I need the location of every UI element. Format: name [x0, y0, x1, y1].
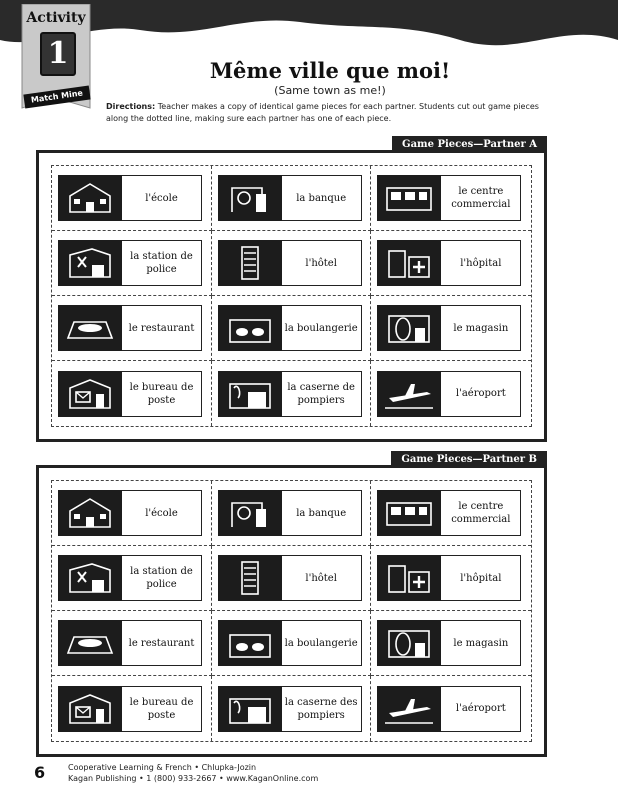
partner-a-grid	[51, 165, 532, 427]
game-piece-label: la station de police	[122, 240, 202, 286]
partner-b-label: Game Pieces—Partner B	[391, 451, 547, 468]
match-mine-label: Match Mine	[23, 85, 90, 108]
game-piece	[371, 611, 531, 676]
game-piece	[52, 481, 212, 546]
game-piece-label: la banque	[282, 490, 362, 536]
game-piece	[212, 676, 372, 741]
game-piece	[52, 546, 212, 611]
school-icon	[58, 175, 122, 221]
game-piece	[212, 296, 372, 361]
directions-label: Directions:	[106, 102, 156, 111]
game-piece	[212, 481, 372, 546]
game-piece-label: l'école	[122, 490, 202, 536]
game-piece	[52, 231, 212, 296]
mall-icon	[377, 490, 441, 536]
post-office-icon	[58, 686, 122, 732]
game-piece	[212, 546, 372, 611]
game-piece-label: l'hôpital	[441, 555, 521, 601]
game-piece-label: le bureau de poste	[122, 686, 202, 732]
school-icon	[58, 490, 122, 536]
game-piece	[371, 231, 531, 296]
game-piece-label: le restaurant	[122, 305, 202, 351]
game-piece	[52, 611, 212, 676]
partner-b-panel	[36, 454, 547, 757]
airport-icon	[377, 371, 441, 417]
page-subtitle: (Same town as me!)	[274, 84, 386, 97]
game-piece	[371, 166, 531, 231]
activity-label: Activity	[26, 10, 86, 26]
game-piece-label: le magasin	[441, 620, 521, 666]
game-piece	[371, 296, 531, 361]
page-number: 6	[34, 763, 46, 782]
partner-a-label: Game Pieces—Partner A	[392, 136, 547, 153]
game-piece-label: la station de police	[122, 555, 202, 601]
game-piece-label: l'hôpital	[441, 240, 521, 286]
activity-badge	[18, 4, 94, 116]
police-station-icon	[58, 240, 122, 286]
hospital-icon	[377, 555, 441, 601]
game-piece	[371, 546, 531, 611]
store-icon	[377, 305, 441, 351]
game-piece-label: le centre commercial	[441, 490, 521, 536]
game-piece-label: l'école	[122, 175, 202, 221]
game-piece	[212, 166, 372, 231]
game-piece	[371, 481, 531, 546]
game-piece-label: l'aéroport	[441, 371, 521, 417]
game-piece-label: le magasin	[441, 305, 521, 351]
hotel-icon	[218, 555, 282, 601]
partner-b-grid	[51, 480, 532, 742]
mall-icon	[377, 175, 441, 221]
store-icon	[377, 620, 441, 666]
game-piece-label: l'hôtel	[282, 555, 362, 601]
game-piece	[212, 611, 372, 676]
game-piece-label: la boulangerie	[282, 305, 362, 351]
game-piece	[212, 231, 372, 296]
restaurant-icon	[58, 620, 122, 666]
game-piece	[212, 361, 372, 426]
partner-a-panel	[36, 139, 547, 442]
footer-publisher: Kagan Publishing • 1 (800) 933-2667 • www.KaganOnline.com	[68, 774, 319, 783]
game-piece-label: l'aéroport	[441, 686, 521, 732]
police-station-icon	[58, 555, 122, 601]
fire-station-icon	[218, 371, 282, 417]
game-piece	[52, 361, 212, 426]
bank-icon	[218, 175, 282, 221]
activity-number: 1	[40, 32, 76, 76]
airport-icon	[377, 686, 441, 732]
hospital-icon	[377, 240, 441, 286]
bakery-icon	[218, 620, 282, 666]
game-piece-label: la boulangerie	[282, 620, 362, 666]
game-piece-label: la banque	[282, 175, 362, 221]
post-office-icon	[58, 371, 122, 417]
game-piece-label: la caserne des pompiers	[282, 686, 362, 732]
game-piece	[52, 166, 212, 231]
directions	[106, 101, 550, 125]
game-piece-label: le centre commercial	[441, 175, 521, 221]
game-piece	[52, 676, 212, 741]
game-piece	[371, 676, 531, 741]
game-piece-label: la caserne de pompiers	[282, 371, 362, 417]
game-piece-label: l'hôtel	[282, 240, 362, 286]
page-title: Même ville que moi!	[209, 58, 451, 83]
game-piece	[52, 296, 212, 361]
game-piece	[371, 361, 531, 426]
bakery-icon	[218, 305, 282, 351]
footer-credit: Cooperative Learning & French • Chlupka-Jozin	[68, 763, 257, 772]
game-piece-label: le restaurant	[122, 620, 202, 666]
hotel-icon	[218, 240, 282, 286]
fire-station-icon	[218, 686, 282, 732]
restaurant-icon	[58, 305, 122, 351]
directions-text: Teacher makes a copy of identical game pieces for each partner. Students cut out game pieces along the dotted line, making sure each partner has one of each piece.	[106, 102, 539, 123]
game-piece-label: le bureau de poste	[122, 371, 202, 417]
bank-icon	[218, 490, 282, 536]
